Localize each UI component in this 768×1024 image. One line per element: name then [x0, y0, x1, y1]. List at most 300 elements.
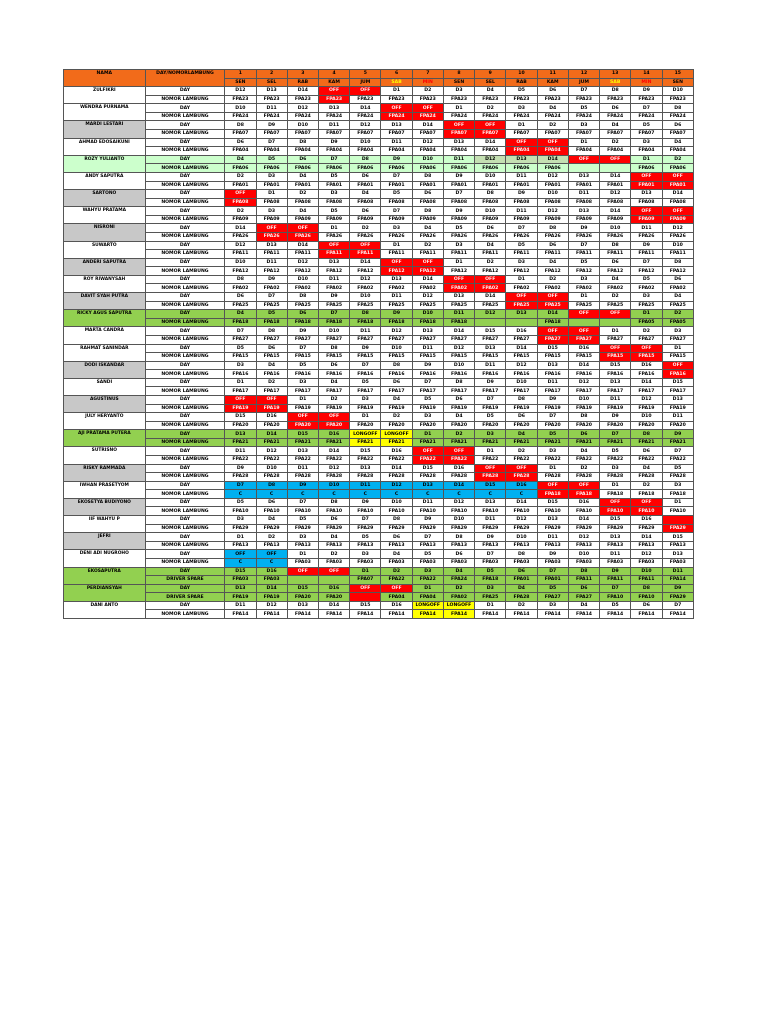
- schedule-cell: D14: [350, 104, 381, 113]
- header-day-number: 12: [568, 70, 599, 79]
- schedule-cell: D6: [631, 447, 662, 456]
- row-type-label: DAY: [145, 87, 225, 96]
- schedule-cell: FPA19: [475, 404, 506, 413]
- schedule-cell: FPA08: [318, 198, 349, 207]
- schedule-cell: D5: [506, 241, 537, 250]
- schedule-cell: D12: [475, 155, 506, 164]
- schedule-cell: D16: [381, 601, 412, 610]
- schedule-cell: D11: [318, 275, 349, 284]
- schedule-cell: FPA09: [318, 215, 349, 224]
- schedule-cell: D6: [662, 121, 693, 130]
- schedule-cell: FPA16: [600, 370, 631, 379]
- schedule-cell: FPA03: [381, 558, 412, 567]
- row-type-label: NOMOR LAMBUNG: [145, 387, 225, 396]
- schedule-cell: FPA01: [506, 181, 537, 190]
- schedule-cell: D3: [287, 378, 318, 387]
- schedule-cell: D10: [506, 533, 537, 542]
- schedule-cell: FPA21: [443, 438, 474, 447]
- row-type-label: DAY: [145, 258, 225, 267]
- schedule-cell: D6: [537, 241, 568, 250]
- schedule-row-day: [64, 584, 694, 593]
- schedule-cell: FPA24: [631, 112, 662, 121]
- schedule-cell: FPA17: [412, 387, 443, 396]
- schedule-cell: OFF: [443, 275, 474, 284]
- schedule-cell: D6: [287, 155, 318, 164]
- employee-name: NISRONI: [64, 224, 146, 241]
- row-type-label: NOMOR LAMBUNG: [145, 95, 225, 104]
- schedule-cell: D16: [318, 430, 349, 439]
- schedule-cell: FPA08: [256, 198, 287, 207]
- schedule-row-day: [64, 172, 694, 181]
- schedule-cell: D12: [412, 293, 443, 302]
- schedule-cell: D3: [537, 447, 568, 456]
- schedule-cell: FPA15: [631, 353, 662, 362]
- schedule-cell: D12: [225, 87, 256, 96]
- schedule-cell: D5: [381, 190, 412, 199]
- row-type-label: NOMOR LAMBUNG: [145, 301, 225, 310]
- schedule-cell: FPA13: [287, 541, 318, 550]
- schedule-cell: FPA27: [600, 335, 631, 344]
- schedule-cell: FPA20: [225, 421, 256, 430]
- employee-name: SARTONO: [64, 190, 146, 207]
- schedule-cell: FPA22: [443, 456, 474, 465]
- schedule-cell: FPA16: [225, 370, 256, 379]
- schedule-cell: D3: [443, 241, 474, 250]
- schedule-cell: FPA19: [537, 404, 568, 413]
- schedule-cell: FPA28: [600, 473, 631, 482]
- schedule-cell: FPA17: [350, 387, 381, 396]
- schedule-cell: FPA03: [506, 558, 537, 567]
- schedule-cell: FPA10: [631, 507, 662, 516]
- schedule-cell: FPA12: [256, 267, 287, 276]
- row-type-label: DAY: [145, 413, 225, 422]
- schedule-cell: D7: [318, 155, 349, 164]
- row-type-label: DAY: [145, 104, 225, 113]
- schedule-row-day: [64, 207, 694, 216]
- schedule-cell: D12: [568, 533, 599, 542]
- schedule-cell: D8: [662, 104, 693, 113]
- schedule-cell: FPA22: [631, 456, 662, 465]
- schedule-cell: D9: [600, 413, 631, 422]
- schedule-cell: D9: [256, 121, 287, 130]
- schedule-cell: D15: [287, 430, 318, 439]
- schedule-row-unit: [64, 593, 694, 602]
- schedule-cell: D7: [412, 378, 443, 387]
- schedule-cell: D13: [412, 481, 443, 490]
- schedule-cell: OFF: [475, 275, 506, 284]
- schedule-cell: D14: [568, 361, 599, 370]
- schedule-cell: D2: [662, 310, 693, 319]
- schedule-cell: D6: [381, 378, 412, 387]
- schedule-cell: D11: [256, 258, 287, 267]
- schedule-cell: D1: [412, 430, 443, 439]
- schedule-cell: FPA19: [568, 404, 599, 413]
- schedule-cell: FPA14: [318, 610, 349, 619]
- schedule-cell: FPA10: [443, 507, 474, 516]
- schedule-cell: FPA15: [318, 353, 349, 362]
- schedule-cell: D9: [506, 190, 537, 199]
- schedule-cell: FPA28: [506, 593, 537, 602]
- schedule-cell: D1: [287, 550, 318, 559]
- schedule-cell: D7: [600, 584, 631, 593]
- schedule-cell: D14: [287, 87, 318, 96]
- header-weekday: SEL: [256, 78, 287, 87]
- schedule-cell: D14: [350, 258, 381, 267]
- schedule-cell: OFF: [225, 190, 256, 199]
- schedule-cell: FPA17: [600, 387, 631, 396]
- row-type-label: NOMOR LAMBUNG: [145, 318, 225, 327]
- schedule-cell: FPA25: [381, 301, 412, 310]
- schedule-cell: FPA01: [600, 181, 631, 190]
- schedule-cell: D15: [662, 533, 693, 542]
- schedule-cell: D8: [631, 430, 662, 439]
- schedule-cell: D12: [662, 224, 693, 233]
- row-type-label: NOMOR LAMBUNG: [145, 370, 225, 379]
- schedule-cell: FPA04: [287, 147, 318, 156]
- schedule-cell: D9: [350, 498, 381, 507]
- schedule-row-unit: [64, 421, 694, 430]
- schedule-cell: FPA23: [350, 95, 381, 104]
- header-day-number: 1: [225, 70, 256, 79]
- schedule-cell: D2: [600, 293, 631, 302]
- schedule-cell: FPA18: [225, 318, 256, 327]
- schedule-cell: FPA09: [350, 215, 381, 224]
- schedule-cell: FPA11: [412, 250, 443, 259]
- schedule-cell: D3: [475, 430, 506, 439]
- schedule-cell: FPA12: [631, 267, 662, 276]
- schedule-cell: FPA23: [287, 95, 318, 104]
- schedule-cell: FPA10: [256, 507, 287, 516]
- schedule-cell: D4: [662, 293, 693, 302]
- schedule-cell: D11: [600, 550, 631, 559]
- row-type-label: DAY: [145, 516, 225, 525]
- schedule-cell: FPA01: [631, 181, 662, 190]
- schedule-row-day: [64, 481, 694, 490]
- schedule-cell: D12: [506, 516, 537, 525]
- header-day-number: 8: [443, 70, 474, 79]
- schedule-cell: FPA04: [506, 147, 537, 156]
- schedule-cell: FPA26: [475, 232, 506, 241]
- row-type-label: NOMOR LAMBUNG: [145, 524, 225, 533]
- schedule-cell: FPA27: [568, 335, 599, 344]
- schedule-cell: D2: [631, 327, 662, 336]
- schedule-cell: FPA07: [256, 130, 287, 139]
- schedule-cell: D13: [381, 121, 412, 130]
- schedule-cell: D14: [475, 293, 506, 302]
- schedule-cell: D13: [443, 138, 474, 147]
- schedule-cell: FPA16: [662, 370, 693, 379]
- employee-name: ANDERI SAPUTRA: [64, 258, 146, 275]
- schedule-cell: D4: [600, 121, 631, 130]
- schedule-cell: D2: [631, 481, 662, 490]
- schedule-cell: C: [225, 490, 256, 499]
- schedule-cell: FPA07: [443, 130, 474, 139]
- schedule-cell: D13: [537, 516, 568, 525]
- schedule-cell: FPA02: [350, 284, 381, 293]
- schedule-cell: D7: [381, 207, 412, 216]
- schedule-row-day: [64, 310, 694, 319]
- schedule-cell: FPA06: [381, 164, 412, 173]
- schedule-cell: OFF: [318, 413, 349, 422]
- schedule-cell: OFF: [256, 395, 287, 404]
- employee-name: AGUSTINUS: [64, 395, 146, 412]
- schedule-cell: FPA26: [318, 232, 349, 241]
- schedule-cell: D10: [256, 464, 287, 473]
- schedule-cell: FPA03: [256, 576, 287, 585]
- schedule-cell: D5: [256, 155, 287, 164]
- schedule-cell: FPA23: [631, 95, 662, 104]
- schedule-cell: FPA11: [350, 250, 381, 259]
- schedule-cell: OFF: [443, 121, 474, 130]
- schedule-cell: D2: [600, 138, 631, 147]
- schedule-cell: D4: [600, 275, 631, 284]
- schedule-cell: FPA09: [568, 215, 599, 224]
- schedule-cell: D6: [475, 224, 506, 233]
- schedule-cell: OFF: [662, 172, 693, 181]
- schedule-cell: FPA10: [381, 507, 412, 516]
- schedule-cell: FPA13: [225, 541, 256, 550]
- schedule-cell: D1: [287, 395, 318, 404]
- schedule-cell: FPA25: [506, 301, 537, 310]
- row-type-label: DAY: [145, 430, 225, 439]
- schedule-cell: FPA10: [506, 507, 537, 516]
- schedule-cell: C: [256, 490, 287, 499]
- schedule-cell: D2: [287, 190, 318, 199]
- header-weekday: RAB: [506, 78, 537, 87]
- schedule-cell: D9: [662, 584, 693, 593]
- schedule-cell: D1: [600, 481, 631, 490]
- schedule-cell: D10: [631, 567, 662, 576]
- header-weekday: RAB: [287, 78, 318, 87]
- schedule-cell: D14: [225, 224, 256, 233]
- schedule-cell: FPA06: [287, 164, 318, 173]
- row-type-label: DAY: [145, 395, 225, 404]
- schedule-cell: FPA07: [350, 576, 381, 585]
- schedule-cell: D11: [506, 172, 537, 181]
- schedule-row-day: [64, 464, 694, 473]
- header-weekday: SEN: [225, 78, 256, 87]
- schedule-cell: D1: [225, 533, 256, 542]
- schedule-cell: D11: [318, 121, 349, 130]
- schedule-cell: FPA23: [506, 95, 537, 104]
- schedule-cell: D14: [381, 464, 412, 473]
- schedule-cell: D8: [350, 155, 381, 164]
- schedule-cell: C: [225, 558, 256, 567]
- header-type: DAY/NOMORLAMBUNG: [145, 70, 225, 87]
- schedule-cell: D10: [475, 172, 506, 181]
- schedule-cell: D4: [506, 430, 537, 439]
- schedule-cell: FPA21: [318, 438, 349, 447]
- schedule-cell: D4: [350, 190, 381, 199]
- header-weekday: SEL: [475, 78, 506, 87]
- schedule-cell: D16: [256, 567, 287, 576]
- schedule-cell: D15: [537, 498, 568, 507]
- schedule-cell: D10: [600, 224, 631, 233]
- schedule-cell: D11: [381, 293, 412, 302]
- schedule-cell: FPA17: [662, 387, 693, 396]
- header-day-number: 6: [381, 70, 412, 79]
- schedule-cell: FPA19: [443, 404, 474, 413]
- schedule-cell: FPA04: [412, 147, 443, 156]
- schedule-cell: D13: [600, 533, 631, 542]
- schedule-cell: D1: [350, 567, 381, 576]
- schedule-cell: FPA29: [318, 524, 349, 533]
- schedule-cell: FPA12: [287, 267, 318, 276]
- schedule-cell: FPA16: [443, 370, 474, 379]
- schedule-cell: FPA20: [318, 593, 349, 602]
- schedule-cell: D11: [475, 361, 506, 370]
- schedule-cell: FPA26: [568, 232, 599, 241]
- schedule-cell: FPA22: [225, 456, 256, 465]
- schedule-cell: FPA17: [475, 387, 506, 396]
- schedule-cell: OFF: [287, 224, 318, 233]
- schedule-cell: D4: [225, 310, 256, 319]
- schedule-cell: D9: [662, 430, 693, 439]
- schedule-cell: FPA17: [537, 387, 568, 396]
- schedule-cell: FPA21: [631, 438, 662, 447]
- schedule-cell: FPA08: [600, 198, 631, 207]
- schedule-cell: FPA21: [600, 438, 631, 447]
- employee-name: ROZY YULIANTO: [64, 155, 146, 172]
- schedule-cell: D1: [350, 413, 381, 422]
- row-type-label: DAY: [145, 498, 225, 507]
- schedule-row-day: [64, 87, 694, 96]
- schedule-cell: D4: [256, 361, 287, 370]
- schedule-cell: FPA10: [600, 507, 631, 516]
- schedule-cell: FPA14: [225, 610, 256, 619]
- row-type-label: NOMOR LAMBUNG: [145, 198, 225, 207]
- schedule-cell: D8: [443, 378, 474, 387]
- schedule-cell: FPA26: [225, 232, 256, 241]
- row-type-label: DAY: [145, 601, 225, 610]
- schedule-cell: D5: [568, 258, 599, 267]
- schedule-cell: D3: [631, 293, 662, 302]
- schedule-cell: FPA23: [256, 95, 287, 104]
- schedule-cell: D4: [443, 413, 474, 422]
- schedule-cell: FPA03: [600, 558, 631, 567]
- schedule-cell: D8: [225, 121, 256, 130]
- header-weekday: SEN: [443, 78, 474, 87]
- schedule-cell: FPA12: [381, 267, 412, 276]
- schedule-cell: OFF: [475, 121, 506, 130]
- schedule-row-day: [64, 601, 694, 610]
- schedule-cell: D10: [225, 258, 256, 267]
- schedule-cell: D7: [287, 344, 318, 353]
- schedule-cell: D4: [537, 104, 568, 113]
- schedule-cell: D3: [662, 481, 693, 490]
- schedule-cell: FPA22: [600, 456, 631, 465]
- schedule-cell: FPA13: [443, 541, 474, 550]
- schedule-cell: FPA28: [350, 473, 381, 482]
- schedule-cell: D4: [318, 378, 349, 387]
- row-type-label: DAY: [145, 584, 225, 593]
- row-type-label: DAY: [145, 344, 225, 353]
- row-type-label: NOMOR LAMBUNG: [145, 267, 225, 276]
- schedule-cell: FPA05: [631, 318, 662, 327]
- schedule-cell: FPA27: [662, 335, 693, 344]
- schedule-cell: D12: [631, 550, 662, 559]
- schedule-cell: D7: [256, 138, 287, 147]
- schedule-cell: D10: [412, 310, 443, 319]
- schedule-cell: FPA27: [256, 335, 287, 344]
- schedule-cell: FPA17: [256, 387, 287, 396]
- schedule-cell: FPA12: [318, 267, 349, 276]
- schedule-row-unit: [64, 524, 694, 533]
- schedule-cell: [506, 318, 537, 327]
- schedule-cell: FPA22: [506, 456, 537, 465]
- schedule-cell: [350, 593, 381, 602]
- header-day-number: 2: [256, 70, 287, 79]
- schedule-cell: D1: [475, 601, 506, 610]
- schedule-row-day: [64, 447, 694, 456]
- schedule-cell: D2: [662, 155, 693, 164]
- schedule-cell: D7: [631, 258, 662, 267]
- schedule-cell: FPA04: [662, 147, 693, 156]
- schedule-cell: FPA02: [412, 284, 443, 293]
- schedule-cell: FPA25: [412, 301, 443, 310]
- schedule-cell: FPA01: [287, 181, 318, 190]
- schedule-cell: D8: [318, 498, 349, 507]
- schedule-cell: FPA12: [350, 267, 381, 276]
- schedule-cell: C: [412, 490, 443, 499]
- schedule-cell: D4: [568, 601, 599, 610]
- schedule-cell: FPA02: [287, 284, 318, 293]
- schedule-cell: D9: [412, 516, 443, 525]
- schedule-cell: D7: [256, 293, 287, 302]
- schedule-cell: D13: [568, 172, 599, 181]
- schedule-cell: FPA15: [350, 353, 381, 362]
- schedule-cell: FPA01: [381, 181, 412, 190]
- schedule-cell: D3: [506, 258, 537, 267]
- schedule-cell: D2: [318, 550, 349, 559]
- schedule-cell: D12: [537, 207, 568, 216]
- schedule-cell: FPA12: [412, 267, 443, 276]
- schedule-cell: FPA10: [568, 507, 599, 516]
- schedule-cell: D5: [318, 172, 349, 181]
- schedule-cell: D15: [600, 361, 631, 370]
- schedule-cell: FPA18: [412, 318, 443, 327]
- header-weekday: SAB: [381, 78, 412, 87]
- header-day-number: 11: [537, 70, 568, 79]
- schedule-cell: D14: [568, 516, 599, 525]
- schedule-cell: D9: [412, 361, 443, 370]
- schedule-cell: D6: [631, 601, 662, 610]
- schedule-cell: D7: [287, 498, 318, 507]
- schedule-row-unit: [64, 507, 694, 516]
- employee-name: MARTA CANDRA: [64, 327, 146, 344]
- row-type-label: DAY: [145, 378, 225, 387]
- schedule-cell: FPA19: [225, 593, 256, 602]
- schedule-cell: FPA09: [537, 215, 568, 224]
- schedule-cell: OFF: [568, 310, 599, 319]
- schedule-cell: OFF: [287, 413, 318, 422]
- schedule-cell: D7: [412, 533, 443, 542]
- schedule-cell: FPA18: [443, 318, 474, 327]
- schedule-cell: FPA20: [256, 421, 287, 430]
- schedule-cell: FPA01: [662, 181, 693, 190]
- schedule-cell: FPA12: [443, 267, 474, 276]
- schedule-cell: FPA28: [662, 473, 693, 482]
- schedule-cell: D12: [506, 361, 537, 370]
- schedule-cell: D4: [225, 155, 256, 164]
- schedule-cell: D6: [568, 584, 599, 593]
- schedule-cell: OFF: [350, 87, 381, 96]
- schedule-cell: D13: [256, 241, 287, 250]
- schedule-cell: FPA19: [287, 404, 318, 413]
- schedule-cell: D9: [443, 172, 474, 181]
- schedule-cell: FPA14: [506, 610, 537, 619]
- schedule-cell: D16: [443, 464, 474, 473]
